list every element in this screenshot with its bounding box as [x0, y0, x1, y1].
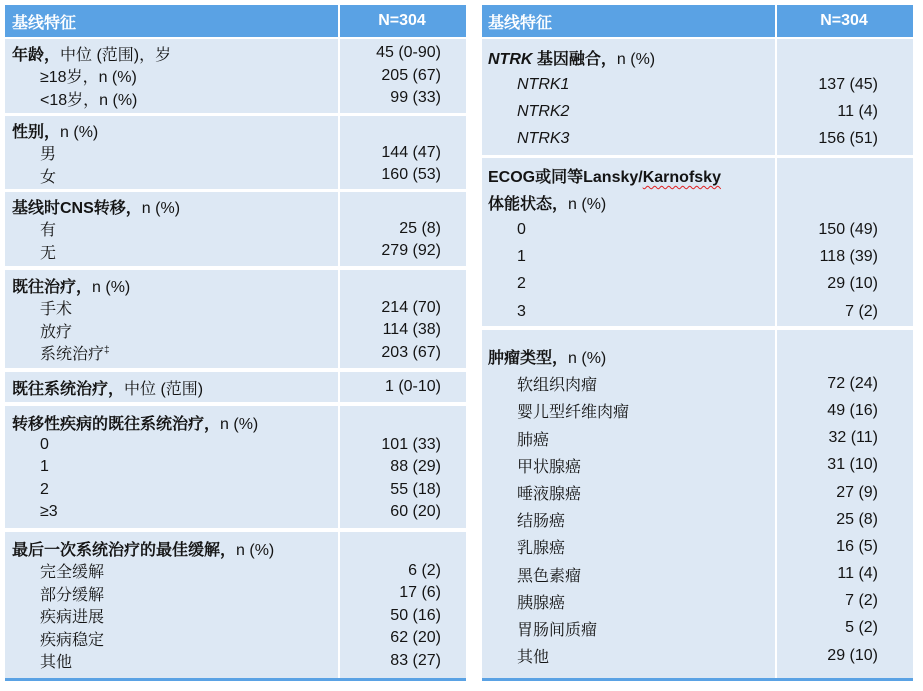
heading-normal-text: n (%): [568, 350, 607, 368]
row-label: 2: [517, 275, 526, 293]
row-label: 无: [40, 244, 57, 262]
row-label: NTRK2: [517, 102, 570, 120]
row-label: 手术: [40, 301, 73, 319]
row-label: 放疗: [40, 323, 73, 341]
group-heading-row: [482, 343, 913, 370]
group-prior-systemic-lines: [5, 372, 466, 402]
table-row: [482, 216, 913, 243]
row-label: 0: [517, 220, 526, 238]
table-row: [482, 425, 913, 452]
table-row: [482, 506, 913, 533]
column-divider: [775, 5, 777, 678]
row-label: 结肠癌: [517, 513, 566, 531]
row-value: 1 (0-10): [384, 378, 441, 396]
group-heading-row: [482, 44, 913, 71]
group-age: [5, 39, 466, 113]
table-row: [5, 342, 466, 365]
table-row: [482, 71, 913, 98]
row-label: 其他: [40, 654, 73, 672]
row-label: <18岁，n (%): [40, 91, 138, 109]
group-prior-therapy: [5, 270, 466, 368]
header-n: N=304: [378, 12, 426, 29]
heading-normal-text: n (%): [141, 199, 181, 217]
row-label: 1: [517, 248, 526, 266]
row-label: NTRK3: [517, 130, 570, 148]
table-row: [5, 142, 466, 165]
right-characteristics-table: [482, 5, 913, 681]
row-label: [5, 341, 338, 364]
heading-bold-text: 既往治疗，: [12, 278, 93, 296]
row-label: 疾病稳定: [40, 631, 105, 649]
row-value: 83 (27): [390, 651, 441, 669]
heading-bold-text: 年龄，: [12, 46, 61, 64]
table-header-row: [5, 5, 466, 37]
heading-bold-text: 性别，: [12, 123, 61, 141]
column-divider: [338, 5, 340, 678]
table-row: [5, 456, 466, 479]
row-value: 11 (4): [837, 102, 878, 120]
table-row: [482, 533, 913, 560]
group-heading: [5, 376, 338, 399]
row-value: 101 (33): [381, 435, 441, 453]
group-heading: [482, 164, 775, 187]
subheading-normal-text: n (%): [568, 196, 607, 214]
row-label: 软组织肉瘤: [517, 377, 598, 395]
row-label: 2: [40, 480, 49, 498]
table-row: [482, 452, 913, 479]
group-best-response: [5, 532, 466, 678]
group-metastatic-prior-systemic: [5, 406, 466, 528]
group-heading: [5, 274, 338, 297]
row-value: 27 (9): [836, 483, 878, 501]
group-heading-row: [5, 376, 466, 399]
row-label: 3: [517, 302, 526, 320]
group-sex: [5, 116, 466, 189]
heading-normal-text: n (%): [236, 541, 275, 559]
row-value: 144 (47): [381, 143, 441, 161]
table-row: [5, 650, 466, 673]
table-row: [5, 240, 466, 263]
row-value: 16 (5): [836, 537, 878, 555]
table-row: [482, 271, 913, 298]
table-row: [5, 87, 466, 110]
table-header-row: [482, 5, 913, 37]
row-value: 72 (24): [827, 374, 878, 392]
row-value: 214 (70): [381, 298, 441, 316]
table-row: [5, 627, 466, 650]
heading-bold-text-end: Karnofsky: [642, 169, 721, 187]
group-heading: [5, 411, 338, 434]
row-label: 甲状腺癌: [517, 458, 582, 476]
row-label: 肺癌: [517, 431, 550, 449]
subheading-bold-text: 体能状态，: [488, 196, 569, 214]
row-value: 11 (4): [837, 565, 878, 583]
table-row: [5, 434, 466, 457]
group-heading-row: [5, 274, 466, 297]
header-label: 基线特征: [488, 14, 553, 32]
group-subheading-row: [482, 189, 913, 216]
group-subheading: [482, 191, 775, 214]
group-heading-row: [482, 162, 913, 189]
row-value: 25 (8): [399, 219, 441, 237]
heading-normal-text: 中位 (范围)，岁: [60, 46, 172, 64]
heading-bold-text: 基因融合，: [532, 51, 617, 69]
table-row: [5, 479, 466, 502]
heading-normal-text: n (%): [92, 278, 131, 296]
table-row: [482, 642, 913, 669]
group-heading-row: [5, 537, 466, 560]
row-value: 156 (51): [818, 130, 878, 148]
table-row: [482, 98, 913, 125]
group-heading: [5, 537, 338, 560]
table-row: [5, 605, 466, 628]
table-row: [5, 582, 466, 605]
heading-bold-text: 肿瘤类型，: [488, 350, 569, 368]
row-value: 50 (16): [390, 606, 441, 624]
row-value: 279 (92): [381, 242, 441, 260]
row-value: 7 (2): [845, 592, 878, 610]
left-characteristics-table: [5, 5, 466, 681]
group-ecog-performance-status: [482, 158, 913, 326]
table-row: [5, 164, 466, 187]
group-heading: [5, 119, 338, 142]
header-label: 基线特征: [12, 14, 77, 32]
table-row: [5, 560, 466, 583]
table-row: [482, 561, 913, 588]
row-label: 婴儿型纤维肉瘤: [517, 404, 630, 422]
table-row: [482, 615, 913, 642]
heading-normal-text: 中位 (范围): [124, 380, 204, 398]
group-heading: [5, 195, 338, 218]
table-row: [482, 479, 913, 506]
row-value: 205 (67): [381, 66, 441, 84]
table-bottom-rule: [5, 678, 466, 681]
table-row: [482, 126, 913, 153]
row-value: 150 (49): [818, 220, 878, 238]
row-value: 55 (18): [390, 480, 441, 498]
row-value: 45 (0-90): [376, 44, 441, 62]
row-label: 胰腺癌: [517, 594, 566, 612]
row-label: 其他: [517, 649, 550, 667]
group-tumor-type: [482, 330, 913, 678]
row-label: 男: [40, 146, 57, 164]
group-heading: [482, 46, 775, 69]
group-heading-row: [5, 195, 466, 218]
row-label: 1: [40, 458, 49, 476]
row-label: 女: [40, 168, 57, 186]
group-heading-row: [5, 42, 466, 65]
heading-normal-text: n (%): [616, 51, 656, 69]
row-value: 137 (45): [818, 75, 878, 93]
row-value: 5 (2): [845, 619, 878, 637]
heading-normal-text: n (%): [60, 123, 99, 141]
row-value: 25 (8): [836, 510, 878, 528]
row-value: 49 (16): [827, 401, 878, 419]
row-label: 完全缓解: [40, 564, 105, 582]
table-bottom-rule: [482, 678, 913, 681]
group-cns-metastases: [5, 192, 466, 266]
row-value: 203 (67): [381, 343, 441, 361]
row-value: 114 (38): [382, 321, 441, 339]
header-n: N=304: [820, 12, 868, 29]
group-heading: [482, 345, 775, 368]
row-value: 88 (29): [390, 458, 441, 476]
table-row: [482, 244, 913, 271]
footnote-marker: ‡: [104, 345, 110, 357]
row-label: ≥3: [40, 503, 58, 521]
group-heading-row: [5, 119, 466, 142]
row-value: 118 (39): [819, 248, 878, 266]
row-value: 29 (10): [827, 275, 878, 293]
row-value: 6 (2): [408, 561, 441, 579]
row-label: 黑色素瘤: [517, 567, 582, 585]
row-label: 疾病进展: [40, 609, 105, 627]
table-row: [5, 218, 466, 241]
row-label: 唾液腺癌: [517, 486, 582, 504]
row-label: 部分缓解: [40, 586, 105, 604]
table-row: [482, 370, 913, 397]
table-row: [482, 397, 913, 424]
heading-bold-text: 基线时CNS转移，: [12, 199, 142, 217]
table-row: [5, 501, 466, 524]
row-value: 31 (10): [827, 456, 878, 474]
row-value: 29 (10): [827, 646, 878, 664]
table-row: [5, 297, 466, 320]
group-heading: [5, 42, 338, 65]
group-heading-row: [5, 411, 466, 434]
heading-bold-text: 最后一次系统治疗的最佳缓解，: [12, 541, 237, 559]
heading-italic-text: NTRK: [488, 51, 533, 69]
row-label: ≥18岁，n (%): [40, 69, 137, 87]
table-row: [5, 65, 466, 88]
heading-bold-text: 既往系统治疗，: [12, 380, 125, 398]
row-label: 胃肠间质瘤: [517, 621, 598, 639]
group-ntrk-fusion: [482, 39, 913, 155]
heading-bold-text: ECOG或同等Lansky/: [488, 169, 643, 187]
row-value: 62 (20): [390, 629, 441, 647]
heading-bold-text: 转移性疾病的既往系统治疗，: [12, 415, 221, 433]
heading-normal-text: n (%): [220, 415, 259, 433]
table-row: [482, 588, 913, 615]
row-value: 17 (6): [399, 584, 441, 602]
row-label: NTRK1: [517, 75, 570, 93]
row-value: 160 (53): [381, 166, 441, 184]
row-label-text: 系统治疗: [40, 346, 105, 364]
row-value: 7 (2): [845, 302, 878, 320]
row-label: 有: [40, 222, 57, 240]
row-value: 60 (20): [390, 503, 441, 521]
row-label: 乳腺癌: [517, 540, 566, 558]
table-row: [5, 319, 466, 342]
table-row: [482, 298, 913, 325]
row-label: 0: [40, 435, 49, 453]
row-value: 32 (11): [828, 429, 878, 447]
row-value: 99 (33): [390, 89, 441, 107]
